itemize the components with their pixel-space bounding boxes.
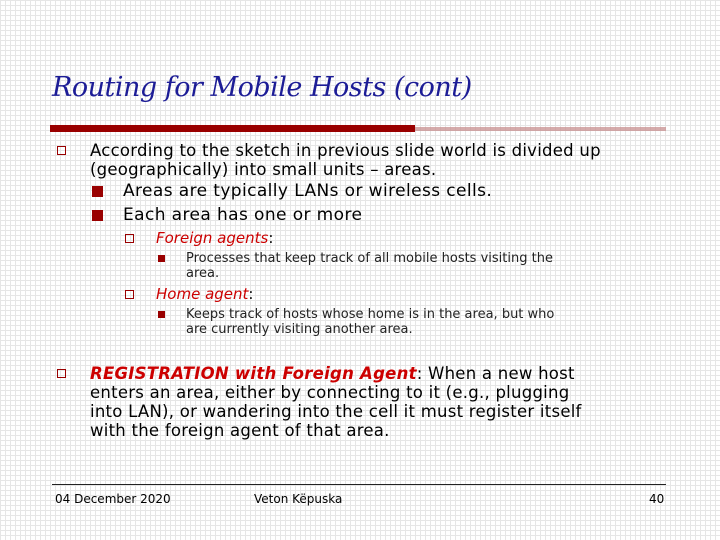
registration-label: REGISTRATION with Foreign Agent bbox=[90, 364, 417, 383]
home-agent-colon: : bbox=[248, 285, 254, 303]
footer-rule bbox=[52, 484, 666, 485]
point-1-line-1: According to the sketch in previous slide world is divided up bbox=[90, 141, 601, 160]
filled-square-bullet-icon bbox=[92, 186, 103, 197]
hollow-square-bullet-icon bbox=[125, 290, 134, 299]
foreign-agents-desc-line-2: area. bbox=[186, 266, 220, 281]
hollow-square-bullet-icon bbox=[57, 369, 66, 378]
footer-author: Veton Këpuska bbox=[254, 492, 343, 506]
footer-date: 04 December 2020 bbox=[55, 492, 171, 506]
foreign-agents-colon: : bbox=[268, 229, 274, 247]
foreign-agents-desc-line-1: Processes that keep track of all mobile hosts visiting the bbox=[186, 251, 553, 266]
point-1-line-2: (geographically) into small units – areas. bbox=[90, 160, 437, 179]
point-2-line-2: enters an area, either by connecting to it (e.g., plugging bbox=[90, 383, 570, 402]
hollow-square-bullet-icon bbox=[125, 234, 134, 243]
foreign-agents-item bbox=[156, 231, 273, 246]
point-2-line-1 bbox=[90, 366, 575, 383]
hollow-square-bullet-icon bbox=[57, 146, 66, 155]
home-agent-label: Home agent bbox=[156, 285, 249, 303]
point-2-line-1-rest: : When a new host bbox=[416, 364, 575, 383]
point-2-line-4: with the foreign agent of that area. bbox=[90, 421, 390, 440]
foreign-agents-label: Foreign agents bbox=[156, 229, 269, 247]
filled-square-bullet-icon bbox=[158, 311, 165, 318]
home-agent-item bbox=[156, 287, 253, 302]
home-agent-desc-line-1: Keeps track of hosts whose home is in the area, but who bbox=[186, 307, 555, 322]
filled-square-bullet-icon bbox=[158, 255, 165, 262]
slide-title: Routing for Mobile Hosts (cont) bbox=[52, 72, 472, 103]
sub-point-each-area: Each area has one or more bbox=[123, 205, 363, 225]
page-number: 40 bbox=[649, 492, 665, 506]
filled-square-bullet-icon bbox=[92, 210, 103, 221]
sub-point-areas: Areas are typically LANs or wireless cells. bbox=[123, 181, 493, 201]
home-agent-desc-line-2: are currently visiting another area. bbox=[186, 322, 413, 337]
point-2-line-3: into LAN), or wandering into the cell it must register itself bbox=[90, 402, 582, 421]
title-underline bbox=[50, 125, 415, 132]
title-underline-fade bbox=[415, 127, 666, 131]
